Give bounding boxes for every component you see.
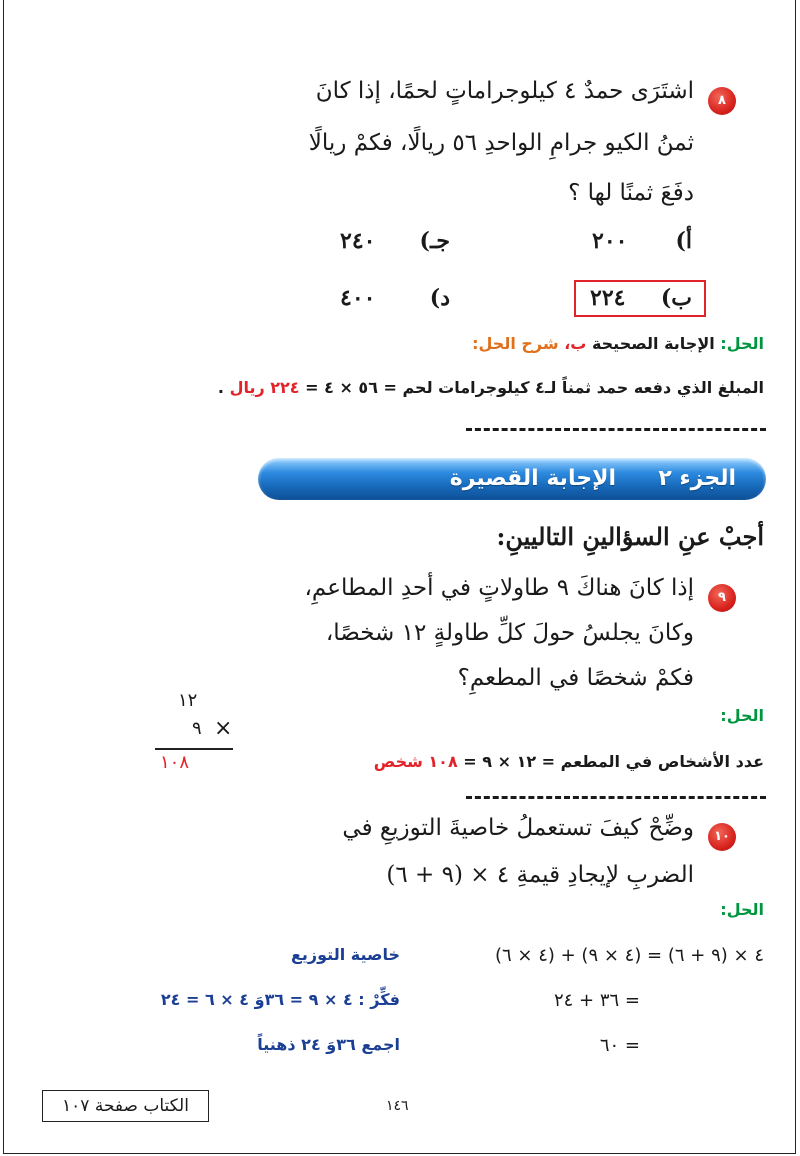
q8-explanation <box>218 378 764 397</box>
mult-result: ١٠٨ <box>160 752 190 773</box>
divider-1 <box>466 428 766 431</box>
q8-solution-line <box>472 334 764 353</box>
section-part-label: الجزء ٢ <box>658 466 736 491</box>
question-9-line-3: فكمْ شخصًا في المطعمِ؟ <box>457 665 694 691</box>
q10-step-1-note: خاصية التوزيع <box>290 945 400 964</box>
q10-step-3: = ٦٠ <box>599 1035 640 1056</box>
mult-second: ٩ <box>192 718 202 739</box>
q9-answer <box>374 752 764 771</box>
choice-c-value: ٢٤٠ <box>340 228 376 254</box>
q10-step-3-note: اجمع ٣٦وَ ٢٤ ذهنياً <box>257 1035 400 1054</box>
question-9-line-1: إذا كانَ هناكَ ٩ طاولاتٍ في أحدِ المطاعمِ، <box>304 575 694 601</box>
question-8-line-2: ثمنُ الكيو جرامِ الواحدِ ٥٦ ريالًا، فكمْ ريالًا <box>308 130 694 156</box>
choice-b-letter: ب) <box>660 285 692 311</box>
choice-c-letter: جـ) <box>419 228 450 254</box>
choice-b-value: ٢٢٤ <box>590 285 626 311</box>
q8-explain-label: شرح الحل: <box>472 334 559 353</box>
question-8-line-3: دفَعَ ثمنًا لها ؟ <box>568 180 694 206</box>
question-10-line-2: الضربِ لإيجادِ قيمةِ ٤ × (٩ + ٦) <box>386 862 694 888</box>
choice-a-value: ٢٠٠ <box>592 228 628 254</box>
question-10-line-1: وضِّحْ كيفَ تستعملُ خاصيةَ التوزيعِ في <box>342 815 694 841</box>
mult-top: ١٢ <box>178 690 198 711</box>
q8-explain-end: . <box>217 378 224 397</box>
q9-solution-label: الحل: <box>720 706 764 725</box>
q8-solution-text: الإجابة الصحيحة <box>591 334 715 353</box>
q8-solution-label: الحل: <box>720 334 764 353</box>
section-banner <box>258 458 766 500</box>
q10-step-2-note: فكِّرْ : ٤ × ٩ = ٣٦وَ ٤ × ٦ = ٢٤ <box>160 990 400 1009</box>
choice-d-letter: د) <box>429 285 450 311</box>
question-8-line-1: اشتَرَى حمدٌ ٤ كيلوجراماتٍ لحمًا، إذا كانَ <box>315 78 694 104</box>
q10-step-1: ٤ × (٩ + ٦) = (٤ × ٩) + (٤ × ٦) <box>494 945 764 966</box>
book-reference: الكتاب صفحة ١٠٧ <box>42 1090 209 1122</box>
q9-answer-text: عدد الأشخاص في المطعم = ١٢ × ٩ = <box>463 752 764 771</box>
choice-a-letter: أ) <box>675 228 692 254</box>
choice-d-value: ٤٠٠ <box>340 285 376 311</box>
section-title: الإجابة القصيرة <box>449 466 616 491</box>
q10-step-2: = ٣٦ + ٢٤ <box>553 990 640 1011</box>
q9-answer-result: ١٠٨ شخص <box>373 752 458 771</box>
mult-line <box>155 748 233 750</box>
mult-sign: × <box>214 716 233 741</box>
q8-explain-text: المبلغ الذي دفعه حمد ثمناً لـ٤ كيلوجرامات لحم = ٥٦ × ٤ = <box>305 378 764 397</box>
divider-2 <box>466 796 766 799</box>
instructions: أجبْ عنِ السؤالينِ التاليينِ: <box>496 522 764 551</box>
question-8-badge: ٨ <box>708 87 736 115</box>
q8-solution-letter: ب، <box>564 334 587 353</box>
page-number: ١٤٦ <box>386 1098 409 1114</box>
question-10-badge: ١٠ <box>708 823 736 851</box>
q8-explain-result: ٢٢٤ ريال <box>229 378 300 397</box>
question-9-line-2: وكانَ يجلسُ حولَ كلِّ طاولةٍ ١٢ شخصًا، <box>325 620 694 646</box>
q10-solution-label: الحل: <box>720 900 764 919</box>
question-9-badge: ٩ <box>708 584 736 612</box>
